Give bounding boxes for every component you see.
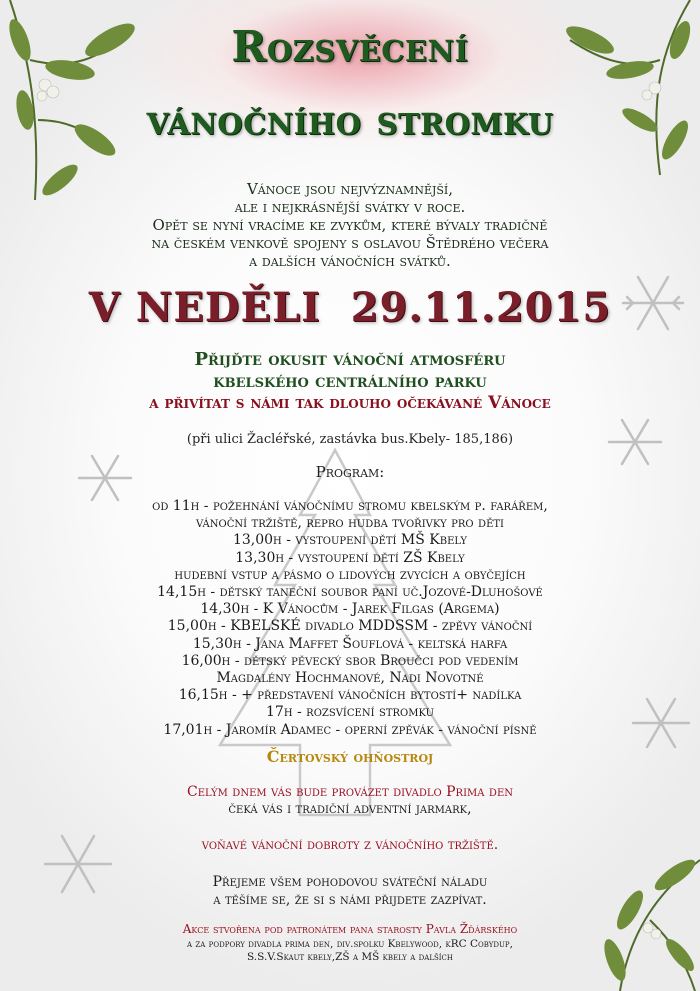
program-item: 16,00h - dětský pěvecký sbor Broučci pod vedením — [181, 652, 519, 669]
intro-line: Opět se nyní vracíme ke zvykům, které bývaly tradičně — [152, 216, 548, 234]
program-item: 16,15h - + představení vánočních bytostí+ nadílka — [178, 687, 522, 704]
invite-line-1: Přijďte okusit vánoční atmosféru — [194, 349, 506, 370]
program-item: 14,30h - K Vánocům - Jarek Filgas (Argema) — [200, 601, 500, 618]
theatre-text — [0, 783, 700, 801]
program-list — [0, 498, 700, 739]
intro-line: a dalších vánočních svátků. — [249, 252, 451, 270]
program-item: 13,00h - vystoupení dětí MŠ Kbely — [232, 532, 468, 549]
program-heading: Program: — [315, 463, 385, 481]
intro-text — [0, 180, 700, 270]
title-line-2: vánočního stromku — [146, 95, 554, 144]
mistletoe-bottom-right-icon — [590, 840, 700, 991]
program-item: 15,30h - Jana Maffet Šouflová - keltská harfa — [192, 635, 508, 652]
market-text: čeká vás i tradiční adventní jarmark, — [228, 801, 472, 817]
title-line-1: Rozsvěcení — [231, 22, 469, 71]
program-item: 17h - rozsvícení stromku — [266, 704, 434, 721]
intro-line: Vánoce jsou nejvýznamnější, — [246, 180, 454, 198]
program-item: 14,15h - dětský taneční soubor paní uč.Jozové-Dluhošové — [157, 584, 543, 601]
intro-line: ale i nejkrásnější svátky v roce. — [234, 198, 466, 216]
theatre-line: Celým dnem vás bude provázet divadlo Prima den — [187, 784, 513, 800]
wishes-text — [0, 873, 700, 909]
footer-sponsors — [0, 938, 700, 964]
address: (při ulici Žacléřské, zastávka bus.Kbely- 185,186) — [186, 432, 514, 447]
program-item: hudební vstup a pásmo o lidových zvycích a obyčejích — [174, 566, 526, 583]
invite-line-2: kbelského centrálního parku — [213, 371, 487, 392]
program-item: 17,01h - Jaromír Adamec - operní zpěvák - vánoční písně — [163, 721, 537, 738]
program-item: od 11h - požehnání vánočnímu stromu kbelským p. farářem, — [152, 498, 548, 514]
program-item: 15,00h - KBELSKÉ divadlo MDDSSM - zpěvy vánoční — [167, 618, 533, 635]
footer-patronage: Akce stvořena pod patronátem pana starosty Pavla Žďárského — [182, 922, 518, 936]
treats-text: voňavé vánoční dobroty z vánočního tržiště. — [201, 837, 499, 853]
intro-line: na českém venkově spojeny s oslavou Štědrého večera — [151, 234, 549, 252]
wishes-line: a těšíme se, že si s námi přijdete zazpívat. — [213, 892, 487, 908]
program-item: Magdalény Hochmanové, Nadi Novotné — [216, 670, 484, 687]
footer-line: S.S.V.Skaut kbely,ZŠ a MŠ kbely a dalších — [246, 951, 453, 963]
event-date: V NEDĚLI 29.11.2015 — [88, 284, 612, 331]
program-item: 13,30h - vystoupení dětí ZŠ Kbely — [235, 549, 465, 566]
wishes-line: Přejeme všem pohodovou sváteční náladu — [212, 874, 488, 890]
program-item: vánoční tržiště, repro hudba tvořivky pro děti — [196, 515, 504, 532]
fireworks-highlight: Čertovský ohňostroj — [266, 747, 434, 766]
invite-line-3: a přivítat s námi tak dlouho očekávané Vánoce — [149, 393, 551, 413]
footer-line: a za podpory divadla prima den, div.spolku Kbelywood, kRC Cobydup, — [187, 938, 513, 950]
